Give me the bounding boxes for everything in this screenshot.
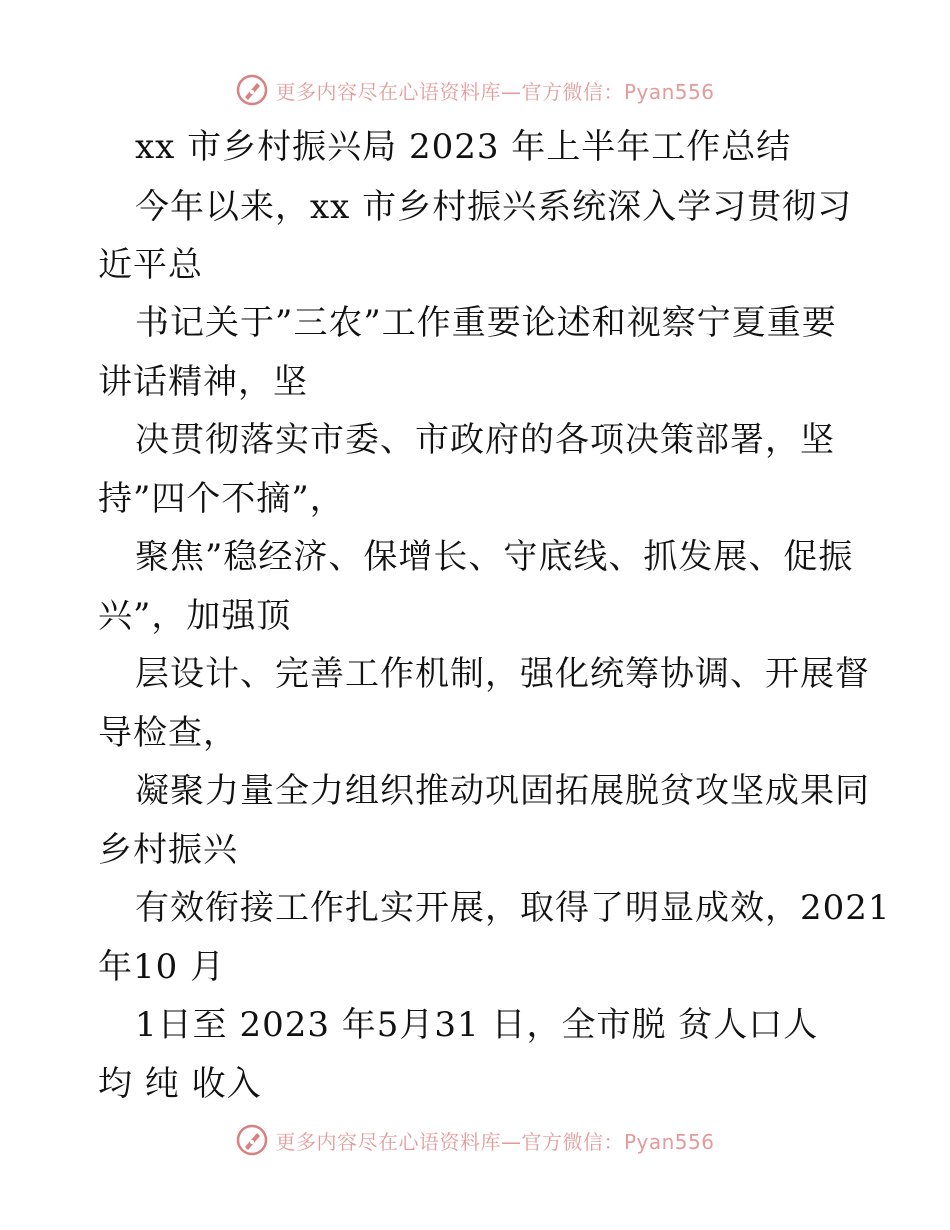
paragraph-line: 决贯彻落实市委、市政府的各项决策部署，坚 [135,420,835,460]
paragraph-line: 近平总 [98,245,203,285]
paragraph-line: 持”四个不摘”， [98,479,345,519]
paragraph-line: 书记关于”三农”工作重要论述和视察宁夏重要 [135,303,837,343]
paragraph-line: 导检查， [98,713,238,753]
paragraph-line: 年10 月 [98,947,226,987]
paragraph-line: 有效衔接工作扎实开展，取得了明显成效，2021 [135,888,891,928]
watermark-text: 更多内容尽在心语资料库—官方微信：Pyan556 [275,1129,715,1154]
paragraph-line: 层设计、完善工作机制，强化统筹协调、开展督 [135,654,870,694]
paragraph-line: 1日至 2023 年5月31 日，全市脱 贫人口人 [135,1005,819,1045]
watermark-banner-bottom [0,1120,950,1160]
document-title: xx 市乡村振兴局 2023 年上半年工作总结 [135,127,792,167]
paragraph-line: 乡村振兴 [98,830,238,870]
paragraph-line: 凝聚力量全力组织推动巩固拓展脱贫攻坚成果同 [135,771,870,811]
paragraph-line: 讲话精神，坚 [98,362,308,402]
pen-nib-logo-icon [235,1123,269,1157]
watermark-text: 更多内容尽在心语资料库—官方微信：Pyan556 [275,79,715,104]
paragraph-line: 今年以来，xx 市乡村振兴系统深入学习贯彻习 [135,187,853,227]
paragraph-line: 聚焦”稳经济、保增长、守底线、抓发展、促振 [135,537,854,577]
paragraph-line: 兴”，加强顶 [98,596,292,636]
paragraph-line: 均 纯 收入 [98,1064,262,1104]
